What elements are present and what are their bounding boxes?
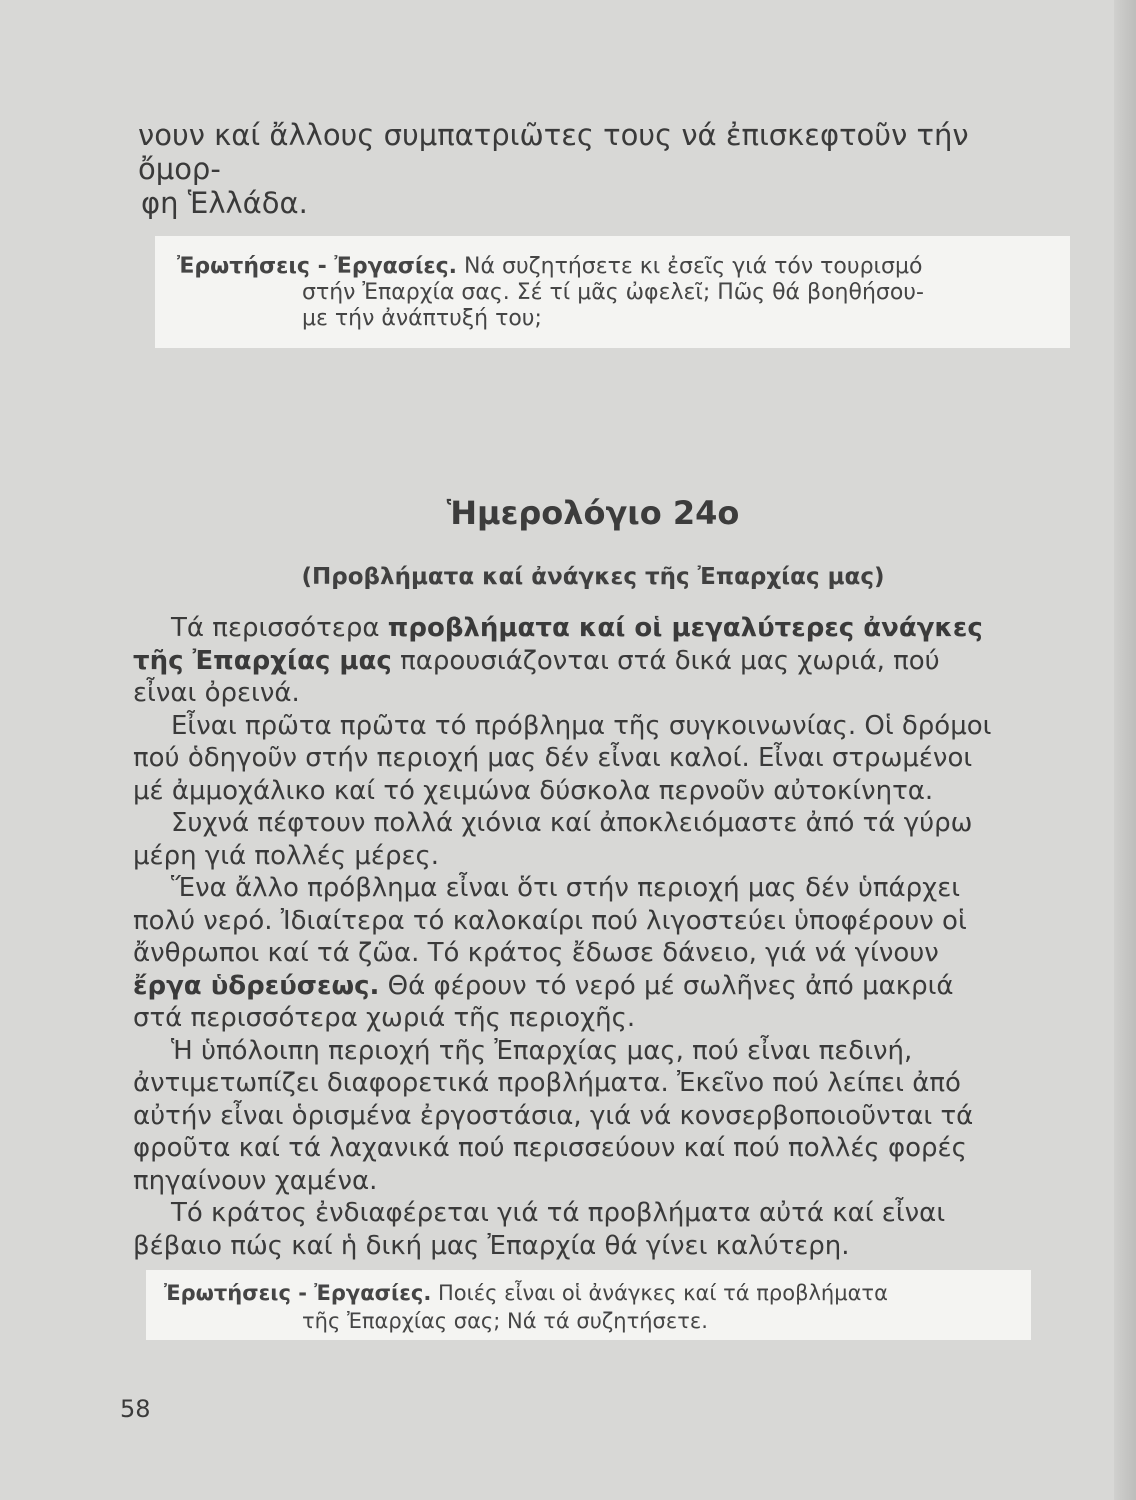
section-subtitle: (Προβλήματα καί ἀνάγκες τῆς Ἐπαρχίας μας) bbox=[301, 564, 885, 590]
body-line: μέ ἀμμοχάλικο καί τό χειμώνα δύσκολα περνοῦν αὐτοκίνητα. bbox=[133, 775, 934, 806]
body-line: βέβαιο πώς καί ἡ δική μας Ἐπαρχία θά γίνει καλύτερη. bbox=[133, 1230, 850, 1261]
body-text bbox=[133, 612, 1053, 1262]
body-line: Συχνά πέφτουν πολλά χιόνια καί ἀποκλειόμαστε ἀπό τά γύρω bbox=[171, 808, 973, 838]
questions-first-line bbox=[177, 254, 922, 280]
questions-text: Ποιές εἶναι οἱ ἀνάγκες καί τά προβλήματα bbox=[438, 1281, 888, 1305]
questions-box-problems bbox=[146, 1270, 1031, 1340]
body-line bbox=[133, 970, 1053, 1003]
body-line: μέρη γιά πολλές μέρες. bbox=[133, 840, 440, 871]
questions-label: Ἐρωτήσεις - Ἐργασίες. bbox=[164, 1281, 432, 1305]
intro-paragraph bbox=[138, 118, 1038, 220]
emphasis-text: προβλήματα καί οἱ μεγαλύτερες ἀνάγκες bbox=[387, 613, 983, 643]
intro-line: φη Ἑλλάδα. bbox=[141, 186, 308, 220]
body-line: Εἶναι πρῶτα πρῶτα τό πρόβλημα τῆς συγκοινωνίας. Οἱ δρόμοι bbox=[171, 710, 992, 741]
body-line: πολύ νερό. Ἰδιαίτερα τό καλοκαίρι πού λιγοστεύει ὑποφέρουν οἱ bbox=[133, 905, 967, 936]
questions-first-line bbox=[164, 1280, 888, 1306]
body-line: Τό κράτος ἐνδιαφέρεται γιά τά προβλήματα αὐτά καί εἶναι bbox=[171, 1198, 946, 1228]
body-line: φροῦτα καί τά λαχανικά πού περισσεύουν καί πού πολλές φορές bbox=[133, 1133, 967, 1163]
body-line: στά περισσότερα χωριά τῆς περιοχῆς. bbox=[133, 1003, 636, 1033]
body-text-run: Τά περισσότερα bbox=[171, 613, 388, 643]
questions-label: Ἐρωτήσεις - Ἐργασίες. bbox=[177, 254, 458, 279]
page-number: 58 bbox=[120, 1395, 151, 1423]
body-line: ἀντιμετωπίζει διαφορετικά προβλήματα. Ἐκεῖνο πού λείπει ἀπό bbox=[133, 1068, 961, 1098]
questions-box-tourism bbox=[155, 236, 1070, 348]
body-line: Ἕνα ἄλλο πρόβλημα εἶναι ὅτι στήν περιοχή μας δέν ὑπάρχει bbox=[171, 873, 961, 903]
questions-text: τῆς Ἐπαρχίας σας; Νά τά συζητήσετε. bbox=[302, 1309, 708, 1333]
questions-text: Νά συζητήσετε κι ἐσεῖς γιά τόν τουρισμό bbox=[464, 254, 923, 279]
body-text-run: Θά φέρουν τό νερό μέ σωλῆνες ἀπό μακριά bbox=[379, 970, 954, 1001]
body-text-run: παρουσιάζονται στά δικά μας χωριά, πού bbox=[391, 645, 940, 676]
page-edge bbox=[1114, 0, 1136, 1500]
body-line bbox=[133, 645, 1053, 678]
body-line: πηγαίνουν χαμένα. bbox=[133, 1165, 378, 1196]
body-line: αὐτήν εἶναι ὁρισμένα ἐργοστάσια, γιά νά κονσερβοποιοῦνται τά bbox=[133, 1100, 974, 1131]
body-line: πού ὁδηγοῦν στήν περιοχή μας δέν εἶναι καλοί. Εἶναι στρωμένοι bbox=[133, 743, 973, 773]
body-line: ἄνθρωποι καί τά ζῶα. Τό κράτος ἔδωσε δάνειο, γιά νά γίνουν bbox=[133, 938, 939, 968]
questions-text: στήν Ἐπαρχία σας. Σέ τί μᾶς ὠφελεῖ; Πῶς θά βοηθήσου- bbox=[302, 280, 924, 305]
emphasis-text: ἔργα ὑδρεύσεως. bbox=[133, 970, 380, 1001]
section-title: Ἡμερολόγιο 24ο bbox=[446, 494, 740, 532]
emphasis-text: τῆς Ἐπαρχίας μας bbox=[133, 645, 392, 676]
body-line: εἶναι ὀρεινά. bbox=[133, 678, 300, 708]
body-line: Ἡ ὑπόλοιπη περιοχή τῆς Ἐπαρχίας μας, πού εἶναι πεδινή, bbox=[171, 1035, 913, 1066]
intro-line: νουν καί ἄλλους συμπατριῶτες τους νά ἐπισκεφτοῦν τήν ὄμορ- bbox=[138, 118, 969, 186]
body-line bbox=[133, 612, 1053, 645]
questions-text: με τήν ἀνάπτυξή του; bbox=[302, 306, 542, 331]
